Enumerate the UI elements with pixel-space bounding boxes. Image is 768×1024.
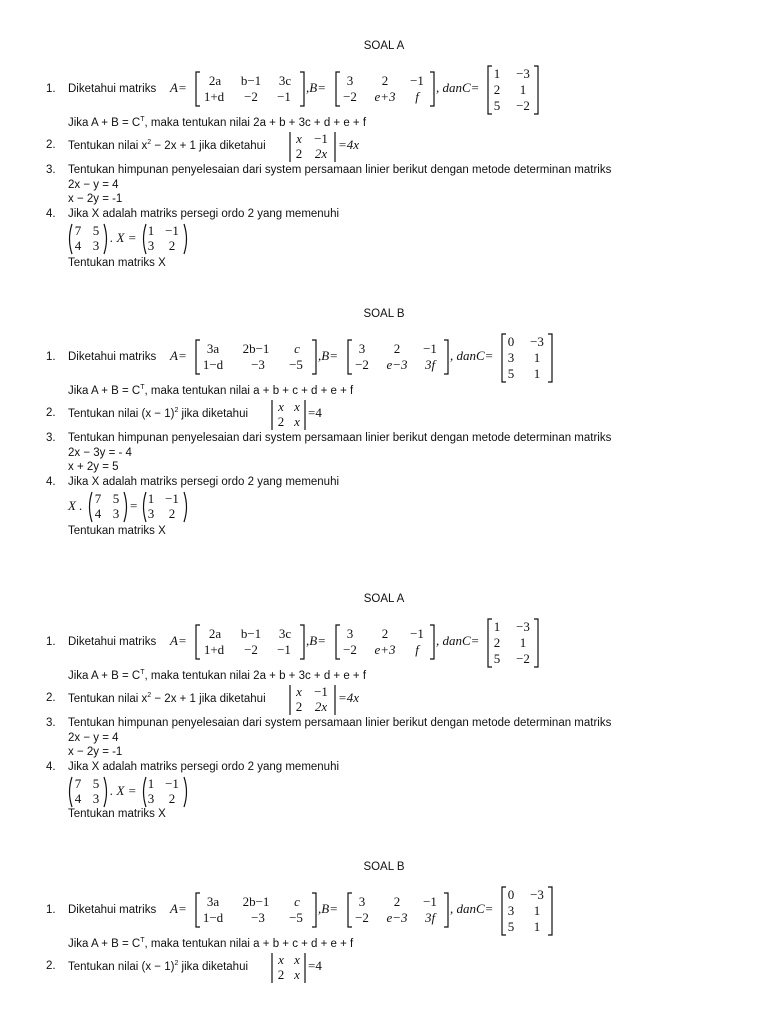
matrix-cell: 3	[358, 894, 366, 909]
matrix-cell: −1	[423, 894, 437, 909]
matrix-cell: 3f	[424, 910, 436, 925]
matrix-cell: −1	[314, 131, 328, 146]
equation-rhs: =4	[308, 405, 322, 420]
determinant	[288, 130, 338, 164]
matrix-a	[194, 623, 306, 661]
matrix-cell: 2b−1	[242, 894, 270, 909]
matrix-cell: −3	[530, 334, 544, 349]
question-text: Tentukan nilai $(x - 1)^2$ jika diketahui	[68, 407, 249, 420]
question-followup: Jika $A + B = C^T$, maka tentukan nilai a + b + c + d + e + f	[68, 384, 354, 397]
section-title: SOAL B	[363, 861, 405, 873]
section-title: SOAL B	[363, 308, 405, 320]
matrix-cell: −1	[165, 776, 179, 791]
matrix-left	[66, 775, 110, 809]
question-number: 1.	[46, 904, 56, 916]
matrix-cell: −2	[516, 651, 530, 666]
determinant	[288, 683, 338, 717]
matrix-a-label: A=	[170, 901, 187, 916]
matrix-cell: x	[294, 967, 300, 982]
section-title: SOAL A	[363, 593, 405, 605]
matrix-cell: −5	[289, 357, 303, 372]
matrix-cell: −5	[289, 910, 303, 925]
matrix-cell: 2	[393, 894, 401, 909]
matrix-cell: −1	[165, 223, 179, 238]
question-text: Jika X adalah matriks persegi ordo 2 yang memenuhi	[68, 761, 340, 773]
matrix-cell: 0	[507, 887, 515, 902]
matrix-cell: 3	[112, 506, 120, 521]
matrix-cell: c	[294, 894, 300, 909]
matrix-cell: 3a	[206, 341, 220, 356]
matrix-cell: 5	[493, 98, 501, 113]
question-closing: Tentukan matriks X	[68, 525, 166, 537]
matrix-b	[334, 70, 436, 108]
matrix-cell: 4	[94, 506, 102, 521]
question-text: Diketahui matriks	[68, 351, 157, 363]
matrix-cell: −3	[251, 357, 265, 372]
matrix-cell: −3	[516, 66, 530, 81]
matrix-cell: −2	[244, 642, 258, 657]
matrix-cell: e+3	[374, 89, 396, 104]
matrix-cell: b−1	[240, 73, 262, 88]
matrix-cell: 7	[94, 491, 102, 506]
matrix-a	[194, 891, 318, 929]
question-closing: Tentukan matriks X	[68, 808, 166, 820]
matrix-cell: −1	[277, 89, 291, 104]
matrix-cell: f	[415, 89, 419, 104]
matrix-cell: 3	[147, 238, 155, 253]
matrix-left	[66, 222, 110, 256]
matrix-cell: 3	[346, 73, 354, 88]
matrix-cell: 3c	[278, 626, 292, 641]
matrix-cell: 3	[147, 506, 155, 521]
matrix-prefix: X .	[68, 498, 83, 513]
matrix-cell: −1	[423, 341, 437, 356]
question-number: 3.	[46, 432, 56, 444]
question-text: Tentukan nilai $x^2 - 2x + 1$ jika diketahui	[68, 692, 266, 705]
matrix-operator: . X =	[110, 783, 137, 798]
equation: x − 2y = -1	[68, 193, 123, 205]
matrix-cell: 1	[533, 350, 541, 365]
matrix-cell: 1	[519, 82, 527, 97]
matrix-cell: −1	[314, 684, 328, 699]
matrix-cell: −2	[355, 910, 369, 925]
matrix-cell: 5	[92, 223, 100, 238]
question-text: Jika X adalah matriks persegi ordo 2 yang memenuhi	[68, 476, 340, 488]
question-text: Tentukan nilai $x^2 - 2x + 1$ jika diketahui	[68, 139, 266, 152]
matrix-cell: e+3	[374, 642, 396, 657]
matrix-cell: −3	[516, 619, 530, 634]
matrix-a-label: A=	[170, 633, 187, 648]
question-number: 4.	[46, 761, 56, 773]
matrix-cell: 1+d	[203, 642, 225, 657]
question-number: 4.	[46, 208, 56, 220]
matrix-cell: 1	[493, 66, 501, 81]
matrix-cell: 5	[112, 491, 120, 506]
matrix-cell: 4	[74, 791, 82, 806]
matrix-cell: 1	[147, 223, 155, 238]
question-text: Jika X adalah matriks persegi ordo 2 yang memenuhi	[68, 208, 340, 220]
matrix-cell: 0	[507, 334, 515, 349]
equation: 2x − y = 4	[68, 732, 119, 744]
matrix-cell: 2	[277, 414, 285, 429]
question-followup: Jika $A + B = C^T$, maka tentukan nilai a + b + c + d + e + f	[68, 937, 354, 950]
matrix-a-label: A=	[170, 80, 187, 95]
matrix-cell: x	[296, 131, 302, 146]
matrix-c-label: , danC=	[450, 348, 494, 363]
matrix-cell: c	[294, 341, 300, 356]
matrix-cell: x	[294, 399, 300, 414]
matrix-a-label: A=	[170, 348, 187, 363]
matrix-cell: 3	[92, 791, 100, 806]
question-text: Diketahui matriks	[68, 83, 157, 95]
matrix-cell: 2	[381, 73, 389, 88]
matrix-cell: e−3	[386, 357, 408, 372]
matrix-cell: 2b−1	[242, 341, 270, 356]
question-number: 2.	[46, 407, 56, 419]
matrix-cell: −1	[165, 491, 179, 506]
matrix-operator: =	[130, 498, 138, 513]
determinant	[270, 398, 308, 432]
matrix-cell: −1	[277, 642, 291, 657]
matrix-cell: 2a	[208, 73, 222, 88]
matrix-cell: 2	[168, 791, 176, 806]
equation: 2x − y = 4	[68, 179, 119, 191]
matrix-cell: −1	[410, 73, 424, 88]
matrix-b-label: ,B=	[306, 80, 326, 95]
matrix-cell: f	[415, 642, 419, 657]
matrix-c	[500, 332, 554, 384]
matrix-c-label: , danC=	[436, 80, 480, 95]
question-number: 4.	[46, 476, 56, 488]
question-closing: Tentukan matriks X	[68, 257, 166, 269]
matrix-cell: 3	[346, 626, 354, 641]
matrix-b-label: ,B=	[318, 901, 338, 916]
matrix-c	[486, 64, 540, 116]
matrix-cell: 2	[393, 341, 401, 356]
matrix-cell: 2	[277, 967, 285, 982]
question-text: Tentukan nilai $(x - 1)^2$ jika diketahui	[68, 960, 249, 973]
matrix-cell: −2	[343, 642, 357, 657]
matrix-cell: 2	[295, 146, 303, 161]
matrix-cell: x	[278, 399, 284, 414]
matrix-cell: 3c	[278, 73, 292, 88]
matrix-c-label: , danC=	[436, 633, 480, 648]
equation-rhs: =4	[308, 958, 322, 973]
question-number: 1.	[46, 83, 56, 95]
matrix-cell: 1	[493, 619, 501, 634]
question-text: Diketahui matriks	[68, 636, 157, 648]
matrix-cell: x	[294, 952, 300, 967]
matrix-cell: 7	[74, 223, 82, 238]
matrix-cell: 1−d	[202, 357, 224, 372]
matrix-a	[194, 338, 318, 376]
matrix-operator: . X =	[110, 230, 137, 245]
question-text: Tentukan himpunan penyelesaian dari system persamaan linier berikut dengan metode determinan matriks	[68, 432, 612, 444]
matrix-cell: 7	[74, 776, 82, 791]
matrix-cell: −1	[410, 626, 424, 641]
matrix-cell: 3	[147, 791, 155, 806]
matrix-cell: 3	[507, 350, 515, 365]
matrix-cell: 5	[507, 366, 515, 381]
matrix-right	[140, 775, 190, 809]
matrix-cell: e−3	[386, 910, 408, 925]
matrix-cell: 3	[358, 341, 366, 356]
matrix-left	[86, 490, 130, 524]
matrix-c	[500, 885, 554, 937]
matrix-cell: 2	[168, 506, 176, 521]
question-number: 2.	[46, 960, 56, 972]
matrix-cell: −3	[251, 910, 265, 925]
matrix-cell: 1+d	[203, 89, 225, 104]
matrix-cell: 2	[493, 635, 501, 650]
matrix-cell: −3	[530, 887, 544, 902]
question-number: 1.	[46, 636, 56, 648]
question-followup: Jika $A + B = C^T$, maka tentukan nilai 2a + b + 3c + d + e + f	[68, 116, 367, 129]
matrix-cell: 1	[147, 776, 155, 791]
equation: 2x − 3y = - 4	[68, 447, 132, 459]
matrix-cell: 1	[533, 903, 541, 918]
matrix-cell: −2	[343, 89, 357, 104]
matrix-cell: 2	[381, 626, 389, 641]
equation-rhs: =4x	[338, 690, 360, 705]
question-number: 1.	[46, 351, 56, 363]
matrix-b-label: ,B=	[318, 348, 338, 363]
section-title: SOAL A	[363, 40, 405, 52]
matrix-cell: 1	[533, 366, 541, 381]
question-text: Tentukan himpunan penyelesaian dari system persamaan linier berikut dengan metode determinan matriks	[68, 164, 612, 176]
question-number: 3.	[46, 717, 56, 729]
matrix-b-label: ,B=	[306, 633, 326, 648]
matrix-cell: 4	[74, 238, 82, 253]
matrix-cell: 3	[92, 238, 100, 253]
matrix-cell: x	[278, 952, 284, 967]
matrix-cell: −2	[355, 357, 369, 372]
matrix-cell: x	[294, 414, 300, 429]
matrix-cell: 2	[295, 699, 303, 714]
matrix-cell: 1	[519, 635, 527, 650]
matrix-b	[346, 891, 450, 929]
matrix-right	[140, 490, 190, 524]
matrix-cell: 5	[493, 651, 501, 666]
question-text: Diketahui matriks	[68, 904, 157, 916]
matrix-c-label: , danC=	[450, 901, 494, 916]
matrix-cell: 5	[507, 919, 515, 934]
matrix-right	[140, 222, 190, 256]
matrix-b	[346, 338, 450, 376]
matrix-cell: 1−d	[202, 910, 224, 925]
equation: x + 2y = 5	[68, 461, 119, 473]
matrix-cell: 2x	[314, 146, 328, 161]
equation: x − 2y = -1	[68, 746, 123, 758]
matrix-cell: 3f	[424, 357, 436, 372]
matrix-cell: 1	[147, 491, 155, 506]
matrix-cell: b−1	[240, 626, 262, 641]
question-number: 2.	[46, 139, 56, 151]
matrix-cell: −2	[244, 89, 258, 104]
equation-rhs: =4x	[338, 137, 360, 152]
question-number: 2.	[46, 692, 56, 704]
matrix-cell: 2	[493, 82, 501, 97]
matrix-cell: 2	[168, 238, 176, 253]
matrix-cell: 3	[507, 903, 515, 918]
matrix-cell: 3a	[206, 894, 220, 909]
matrix-cell: −2	[516, 98, 530, 113]
matrix-cell: 1	[533, 919, 541, 934]
matrix-cell: 2x	[314, 699, 328, 714]
question-followup: Jika $A + B = C^T$, maka tentukan nilai 2a + b + 3c + d + e + f	[68, 669, 367, 682]
question-number: 3.	[46, 164, 56, 176]
question-text: Tentukan himpunan penyelesaian dari system persamaan linier berikut dengan metode determinan matriks	[68, 717, 612, 729]
matrix-cell: x	[296, 684, 302, 699]
matrix-a	[194, 70, 306, 108]
matrix-c	[486, 617, 540, 669]
determinant	[270, 951, 308, 985]
matrix-cell: 2a	[208, 626, 222, 641]
matrix-cell: 5	[92, 776, 100, 791]
matrix-b	[334, 623, 436, 661]
